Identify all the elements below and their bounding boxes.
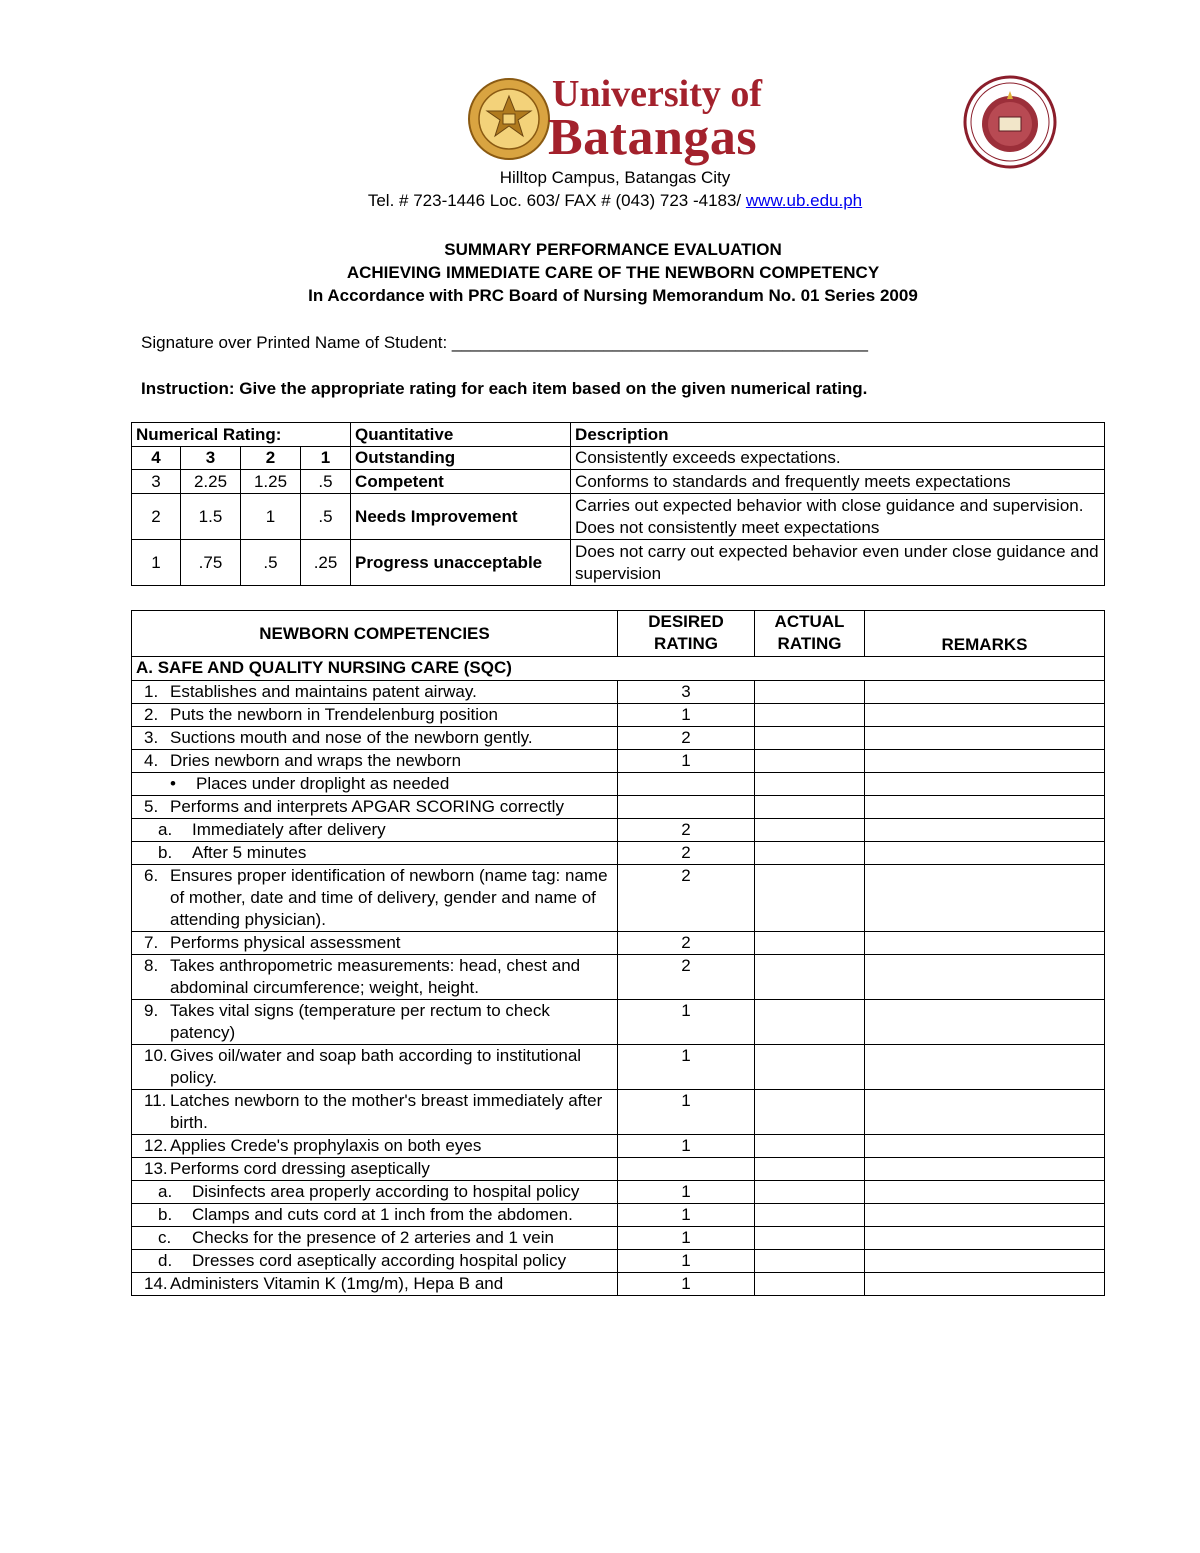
competency-text-cell bbox=[132, 1181, 618, 1204]
actual-rating-cell[interactable] bbox=[755, 1250, 865, 1273]
remarks-cell[interactable] bbox=[865, 1000, 1105, 1045]
quantitative-header: Quantitative bbox=[351, 423, 571, 447]
actual-rating-cell[interactable] bbox=[755, 1045, 865, 1090]
remarks-cell[interactable] bbox=[865, 842, 1105, 865]
competency-item bbox=[136, 1000, 613, 1044]
instruction-text: Instruction: Give the appropriate rating for each item based on the given numerical rating. bbox=[141, 379, 868, 398]
quantitative-cell: Progress unacceptable bbox=[351, 540, 571, 586]
title-line2: ACHIEVING IMMEDIATE CARE OF THE NEWBORN COMPETENCY bbox=[346, 263, 880, 282]
competency-number: 7. bbox=[144, 933, 159, 952]
competency-row bbox=[132, 1204, 1105, 1227]
competency-item bbox=[136, 932, 613, 954]
competency-text: Dries newborn and wraps the newborn bbox=[170, 751, 462, 770]
competency-text: Ensures proper identification of newborn (name tag: name of mother, date and time of delivery, gender and name of attending physician). bbox=[170, 866, 608, 929]
title-line1: SUMMARY PERFORMANCE EVALUATION bbox=[444, 240, 782, 259]
competency-row bbox=[132, 681, 1105, 704]
competency-item bbox=[136, 955, 613, 999]
competency-item bbox=[136, 1158, 613, 1180]
competency-item bbox=[136, 704, 613, 726]
competency-item bbox=[136, 796, 613, 818]
competency-number: c. bbox=[158, 1228, 172, 1247]
desired-rating-cell: 2 bbox=[618, 932, 755, 955]
university-name-line2: Batangas bbox=[548, 109, 758, 166]
competency-number: d. bbox=[158, 1251, 173, 1270]
rating-cell: .25 bbox=[301, 540, 351, 586]
competency-text-cell bbox=[132, 1204, 618, 1227]
competency-item bbox=[136, 1045, 613, 1089]
actual-rating-cell[interactable] bbox=[755, 727, 865, 750]
competency-number: 11. bbox=[144, 1091, 167, 1110]
desired-rating-cell: 1 bbox=[618, 1135, 755, 1158]
competency-table bbox=[131, 610, 1105, 1296]
actual-rating-cell[interactable] bbox=[755, 796, 865, 819]
competency-number: 8. bbox=[144, 956, 159, 975]
quantitative-cell: Outstanding bbox=[351, 447, 571, 470]
competency-text-cell bbox=[132, 1045, 618, 1090]
competency-item bbox=[136, 681, 613, 703]
competency-text-cell bbox=[132, 842, 618, 865]
competency-bullet-item bbox=[136, 773, 613, 795]
desired-rating-cell: 1 bbox=[618, 1227, 755, 1250]
competency-row bbox=[132, 1158, 1105, 1181]
rating-cell: 1.5 bbox=[181, 494, 241, 540]
competency-text-cell bbox=[132, 681, 618, 704]
competency-number: a. bbox=[158, 1182, 173, 1201]
competency-text-cell bbox=[132, 1158, 618, 1181]
competency-item bbox=[136, 750, 613, 772]
competency-text-cell bbox=[132, 796, 618, 819]
competency-text-cell bbox=[132, 865, 618, 932]
competency-text-cell bbox=[132, 1250, 618, 1273]
competency-row bbox=[132, 1090, 1105, 1135]
remarks-cell[interactable] bbox=[865, 704, 1105, 727]
competency-item bbox=[136, 727, 613, 749]
website-link[interactable]: www.ub.edu.ph bbox=[745, 191, 863, 210]
actual-rating-cell[interactable] bbox=[755, 704, 865, 727]
competency-row bbox=[132, 865, 1105, 932]
rating-cell: .5 bbox=[241, 540, 301, 586]
competency-row bbox=[132, 796, 1105, 819]
remarks-cell[interactable] bbox=[865, 1273, 1105, 1296]
description-cell: Carries out expected behavior with close guidance and supervision. Does not consistently meet expectations bbox=[571, 494, 1105, 540]
competency-text-cell bbox=[132, 750, 618, 773]
competency-text-cell bbox=[132, 1000, 618, 1045]
rating-cell: 1 bbox=[132, 540, 181, 586]
competency-text-cell bbox=[132, 1273, 618, 1296]
remarks-cell[interactable] bbox=[865, 773, 1105, 796]
competency-number: b. bbox=[158, 1205, 173, 1224]
competency-text: Takes anthropometric measurements: head, chest and abdominal circumference; weight, height. bbox=[170, 956, 581, 997]
actual-rating-cell[interactable] bbox=[755, 1135, 865, 1158]
remarks-cell[interactable] bbox=[865, 1090, 1105, 1135]
competency-text: Performs and interprets APGAR SCORING correctly bbox=[170, 797, 564, 816]
remarks-cell[interactable] bbox=[865, 932, 1105, 955]
description-cell: Conforms to standards and frequently meets expectations bbox=[571, 470, 1105, 494]
competency-text: Applies Crede's prophylaxis on both eyes bbox=[170, 1136, 482, 1155]
competency-row bbox=[132, 1045, 1105, 1090]
competency-text: Gives oil/water and soap bath according to institutional policy. bbox=[170, 1046, 582, 1087]
competency-text-cell bbox=[132, 932, 618, 955]
competency-row bbox=[132, 773, 1105, 796]
competency-subitem bbox=[136, 842, 613, 864]
nursing-midwifery-logo bbox=[963, 75, 1057, 169]
competency-text: Checks for the presence of 2 arteries and 1 vein bbox=[192, 1228, 554, 1247]
title-line3: In Accordance with PRC Board of Nursing Memorandum No. 01 Series 2009 bbox=[308, 286, 918, 305]
remarks-cell[interactable] bbox=[865, 865, 1105, 932]
competency-row bbox=[132, 842, 1105, 865]
competency-text: Administers Vitamin K (1mg/m), Hepa B and bbox=[170, 1274, 504, 1293]
university-seal-logo bbox=[468, 78, 550, 160]
desired-rating-cell: 1 bbox=[618, 1045, 755, 1090]
competency-text: Performs cord dressing aseptically bbox=[170, 1159, 430, 1178]
desired-rating-cell: 2 bbox=[618, 842, 755, 865]
competency-number: 14. bbox=[144, 1274, 168, 1293]
actual-rating-header: ACTUAL RATING bbox=[755, 611, 865, 657]
competency-number: 3. bbox=[144, 728, 159, 747]
remarks-cell[interactable] bbox=[865, 727, 1105, 750]
remarks-cell[interactable] bbox=[865, 796, 1105, 819]
remarks-cell[interactable] bbox=[865, 1227, 1105, 1250]
competency-number: a. bbox=[158, 820, 173, 839]
description-cell: Does not carry out expected behavior even under close guidance and supervision bbox=[571, 540, 1105, 586]
numerical-rating-header: Numerical Rating: bbox=[132, 423, 351, 447]
competency-row bbox=[132, 819, 1105, 842]
desired-rating-cell: 1 bbox=[618, 750, 755, 773]
competency-number: b. bbox=[158, 843, 173, 862]
actual-rating-cell[interactable] bbox=[755, 842, 865, 865]
actual-rating-cell[interactable] bbox=[755, 1227, 865, 1250]
desired-rating-cell bbox=[618, 796, 755, 819]
signature-field[interactable]: Signature over Printed Name of Student: ____________________________________________ bbox=[141, 333, 868, 352]
desired-rating-cell bbox=[618, 1158, 755, 1181]
desired-rating-cell: 2 bbox=[618, 955, 755, 1000]
competency-row bbox=[132, 1227, 1105, 1250]
rating-cell: 1 bbox=[301, 447, 351, 470]
competency-row bbox=[132, 1135, 1105, 1158]
actual-rating-cell[interactable] bbox=[755, 773, 865, 796]
contact-line bbox=[0, 190, 1200, 212]
competency-text: Places under droplight as needed bbox=[196, 774, 450, 793]
rating-cell: .75 bbox=[181, 540, 241, 586]
competency-row bbox=[132, 1000, 1105, 1045]
competency-number: 13. bbox=[144, 1159, 168, 1178]
actual-rating-cell[interactable] bbox=[755, 865, 865, 932]
competency-row bbox=[132, 727, 1105, 750]
competency-text-cell bbox=[132, 819, 618, 842]
competency-number: 2. bbox=[144, 705, 159, 724]
competency-text: Clamps and cuts cord at 1 inch from the abdomen. bbox=[192, 1205, 573, 1224]
competency-number: 1. bbox=[144, 682, 159, 701]
desired-rating-cell: 2 bbox=[618, 819, 755, 842]
actual-rating-cell[interactable] bbox=[755, 750, 865, 773]
desired-rating-cell: 1 bbox=[618, 1090, 755, 1135]
competency-item bbox=[136, 1273, 613, 1295]
rating-cell: 1.25 bbox=[241, 470, 301, 494]
competency-text: Dresses cord aseptically according hospital policy bbox=[192, 1251, 567, 1270]
actual-rating-cell[interactable] bbox=[755, 1090, 865, 1135]
competencies-header: NEWBORN COMPETENCIES bbox=[132, 611, 618, 657]
rating-scale-table bbox=[131, 422, 1105, 586]
competency-text: Latches newborn to the mother's breast immediately after birth. bbox=[170, 1091, 603, 1132]
rating-cell: .5 bbox=[301, 470, 351, 494]
desired-rating-cell: 3 bbox=[618, 681, 755, 704]
competency-number: 6. bbox=[144, 866, 159, 885]
remarks-cell[interactable] bbox=[865, 1158, 1105, 1181]
desired-rating-cell: 1 bbox=[618, 1204, 755, 1227]
competency-row bbox=[132, 1250, 1105, 1273]
description-header: Description bbox=[571, 423, 1105, 447]
competency-text: Takes vital signs (temperature per rectum to check patency) bbox=[170, 1001, 550, 1042]
competency-text-cell bbox=[132, 1090, 618, 1135]
rating-cell: 2 bbox=[132, 494, 181, 540]
contact-text: Tel. # 723-1446 Loc. 603/ FAX # (043) 723 -4183/ bbox=[367, 191, 746, 210]
competency-text-cell bbox=[132, 773, 618, 796]
competency-number: 4. bbox=[144, 751, 159, 770]
desired-rating-cell: 1 bbox=[618, 1273, 755, 1296]
actual-rating-cell[interactable] bbox=[755, 955, 865, 1000]
quantitative-cell: Needs Improvement bbox=[351, 494, 571, 540]
competency-subitem bbox=[136, 1204, 613, 1226]
competency-row bbox=[132, 1181, 1105, 1204]
desired-rating-cell: 1 bbox=[618, 1181, 755, 1204]
competency-text: Performs physical assessment bbox=[170, 933, 401, 952]
competency-text: Puts the newborn in Trendelenburg position bbox=[170, 705, 498, 724]
actual-rating-cell[interactable] bbox=[755, 819, 865, 842]
rating-cell: 3 bbox=[181, 447, 241, 470]
competency-item bbox=[136, 865, 613, 931]
rating-cell: 2.25 bbox=[181, 470, 241, 494]
competency-text: Immediately after delivery bbox=[192, 820, 386, 839]
description-cell: Consistently exceeds expectations. bbox=[571, 447, 1105, 470]
competency-number: 12. bbox=[144, 1136, 168, 1155]
competency-row bbox=[132, 1273, 1105, 1296]
competency-row bbox=[132, 704, 1105, 727]
competency-subitem bbox=[136, 1227, 613, 1249]
rating-cell: 2 bbox=[241, 447, 301, 470]
desired-rating-cell: 2 bbox=[618, 865, 755, 932]
remarks-cell[interactable] bbox=[865, 681, 1105, 704]
competency-number: 10. bbox=[144, 1046, 168, 1065]
remarks-header: REMARKS bbox=[865, 611, 1105, 657]
competency-text-cell bbox=[132, 704, 618, 727]
actual-rating-cell[interactable] bbox=[755, 1181, 865, 1204]
competency-number: 5. bbox=[144, 797, 159, 816]
competency-text-cell bbox=[132, 1227, 618, 1250]
rating-cell: 4 bbox=[132, 447, 181, 470]
actual-rating-cell[interactable] bbox=[755, 1000, 865, 1045]
competency-text-cell bbox=[132, 727, 618, 750]
remarks-cell[interactable] bbox=[865, 819, 1105, 842]
university-name-line1: University of bbox=[552, 73, 763, 115]
competency-subitem bbox=[136, 1250, 613, 1272]
remarks-cell[interactable] bbox=[865, 955, 1105, 1000]
rating-cell: .5 bbox=[301, 494, 351, 540]
desired-rating-cell: 1 bbox=[618, 1250, 755, 1273]
rating-cell: 1 bbox=[241, 494, 301, 540]
competency-subitem bbox=[136, 819, 613, 841]
desired-rating-cell: 1 bbox=[618, 1000, 755, 1045]
actual-rating-cell[interactable] bbox=[755, 932, 865, 955]
competency-row bbox=[132, 932, 1105, 955]
remarks-cell[interactable] bbox=[865, 1181, 1105, 1204]
competency-row bbox=[132, 750, 1105, 773]
remarks-cell[interactable] bbox=[865, 1204, 1105, 1227]
remarks-cell[interactable] bbox=[865, 750, 1105, 773]
section-heading: A. SAFE AND QUALITY NURSING CARE (SQC) bbox=[132, 657, 1105, 681]
desired-rating-cell: 2 bbox=[618, 727, 755, 750]
competency-text: Suctions mouth and nose of the newborn gently. bbox=[170, 728, 533, 747]
competency-text: Disinfects area properly according to hospital policy bbox=[192, 1182, 580, 1201]
desired-rating-cell: 1 bbox=[618, 704, 755, 727]
remarks-cell[interactable] bbox=[865, 1250, 1105, 1273]
remarks-cell[interactable] bbox=[865, 1135, 1105, 1158]
competency-text-cell bbox=[132, 1135, 618, 1158]
desired-rating-cell bbox=[618, 773, 755, 796]
competency-item bbox=[136, 1090, 613, 1134]
competency-subitem bbox=[136, 1181, 613, 1203]
competency-text: After 5 minutes bbox=[192, 843, 307, 862]
actual-rating-cell[interactable] bbox=[755, 1204, 865, 1227]
rating-cell: 3 bbox=[132, 470, 181, 494]
actual-rating-cell[interactable] bbox=[755, 1273, 865, 1296]
remarks-cell[interactable] bbox=[865, 1045, 1105, 1090]
desired-rating-header: DESIRED RATING bbox=[618, 611, 755, 657]
campus-address: Hilltop Campus, Batangas City bbox=[499, 168, 731, 187]
competency-item bbox=[136, 1135, 613, 1157]
actual-rating-cell[interactable] bbox=[755, 1158, 865, 1181]
competency-number: 9. bbox=[144, 1001, 159, 1020]
actual-rating-cell[interactable] bbox=[755, 681, 865, 704]
quantitative-cell: Competent bbox=[351, 470, 571, 494]
competency-text: Establishes and maintains patent airway. bbox=[170, 682, 477, 701]
competency-text-cell bbox=[132, 955, 618, 1000]
competency-row bbox=[132, 955, 1105, 1000]
